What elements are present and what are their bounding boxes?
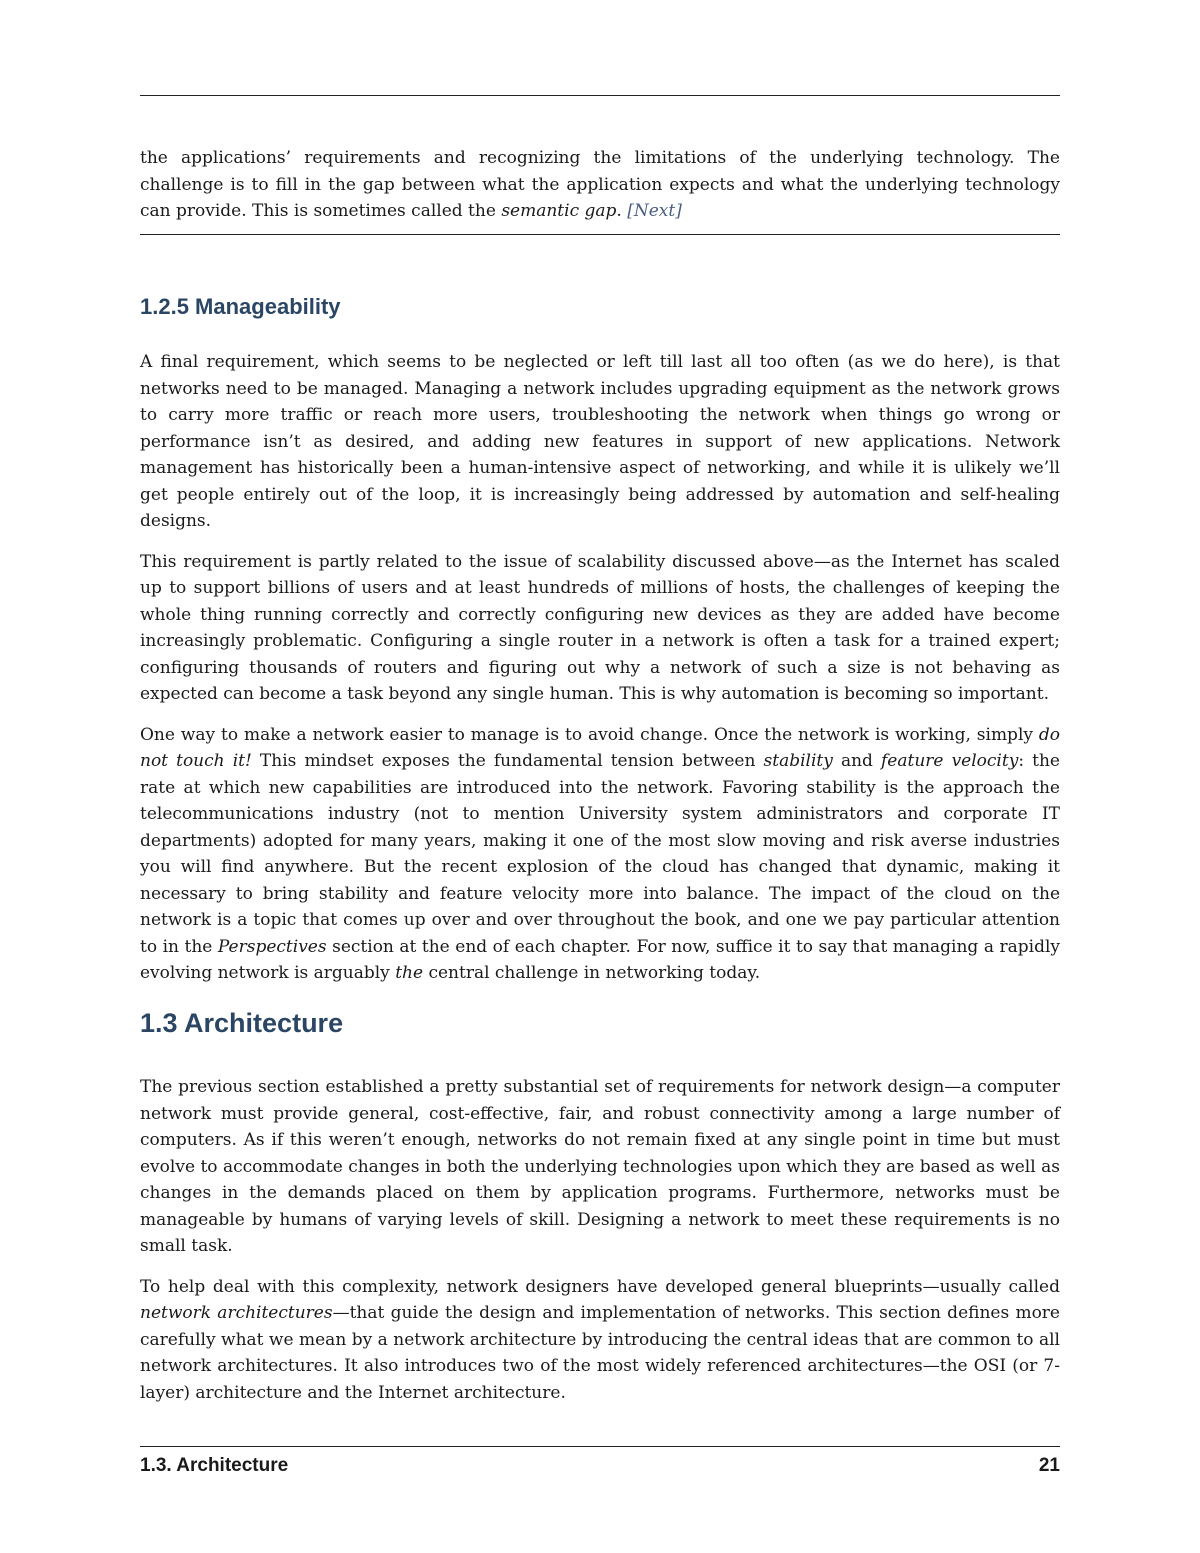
page-footer [140, 1455, 1060, 1477]
footer-section-title: 1.3. Architecture [140, 1455, 289, 1476]
architecture-heading-block [140, 1008, 1060, 1039]
architecture-body [140, 1074, 1060, 1420]
manageability-paragraph-2: This requirement is partly related to the issue of scalability discussed above—as the Internet has scaled up to support billions of users and at least hundreds of millions of hosts, the challenges of keeping the whole thing running correctly and correctly configuring new devices as they are added have become increasingly problematic. Configuring a single router in a network is often a task for a trained expert; configuring thousands of routers and figuring out why a network of such a size is not behaving as expected can become a task beyond any single human. This is why automation is becoming so important. [140, 551, 1060, 704]
architecture-heading: 1.3 Architecture [140, 1008, 344, 1038]
top-rule [140, 95, 1060, 96]
page-number: 21 [1038, 1455, 1060, 1476]
semantic-gap-term: semantic gap [501, 201, 617, 221]
footer-rule [140, 1446, 1060, 1447]
architecture-paragraph-1: The previous section established a pretty substantial set of requirements for network design—a computer network must provide general, cost-effective, fair, and robust connectivity among a large number of computers. As if this weren’t enough, networks do not remain fixed at any single point in time but must evolve to accommodate changes in both the underlying technologies upon which they are based as well as changes in the demands placed on them by application programs. Furthermore, networks must be manageable by humans of varying levels of skill. Designing a network to meet these requirements is no small task. [140, 1077, 1060, 1256]
manageability-body [140, 349, 1060, 1001]
note-bottom-rule [140, 234, 1060, 235]
manageability-heading: 1.2.5 Manageability [140, 294, 341, 319]
manageability-paragraph-1: A final requirement, which seems to be neglected or left till last all too often (as we do here), is that networks need to be managed. Managing a network includes upgrading equipment as the network grows to carry more traffic or reach more users, troubleshooting the network when things go wrong or performance isn’t as desired, and adding new features in support of new applications. Network management has historically been a human-intensive aspect of networking, and while it is ulikely we’ll get people entirely out of the loop, it is increasingly being addressed by automation and self-healing designs. [140, 352, 1060, 531]
next-link[interactable]: [Next] [627, 201, 682, 221]
manageability-paragraph-3: One way to make a network easier to manage is to avoid change. Once the network is working, simply do not touch it! This mindset exposes the fundamental tension between stability and feature velocity: the rate at which new capabilities are introduced into the network. Favoring stability is the approach the telecommunications industry (not to mention University system administrators and corporate IT departments) adopted for many years, making it one of the most slow moving and risk averse industries you will find anywhere. But the recent explosion of the cloud has changed that dynamic, making it necessary to bring stability and feature velocity more into balance. The impact of the cloud on the network is a topic that comes up over and over throughout the book, and one we pay particular attention to in the Perspectives section at the end of each chapter. For now, suffice it to say that managing a rapidly evolving network is arguably the central challenge in networking today. [140, 724, 1060, 983]
manageability-heading-block [140, 294, 1060, 320]
continued-note: the applications’ requirements and recognizing the limitations of the underlying technology. The challenge is to fill in the gap between what the application expects and what the underlying technology can provide. This is sometimes called the semantic gap. [Next] [140, 148, 1060, 221]
architecture-paragraph-2: To help deal with this complexity, network designers have developed general blueprints—usually called network architectures—that guide the design and implementation of networks. This section defines more carefully what we mean by a network architecture by introducing the central ideas that are common to all network architectures. It also introduces two of the most widely referenced architectures—the OSI (or 7-layer) architecture and the Internet architecture. [140, 1276, 1060, 1403]
